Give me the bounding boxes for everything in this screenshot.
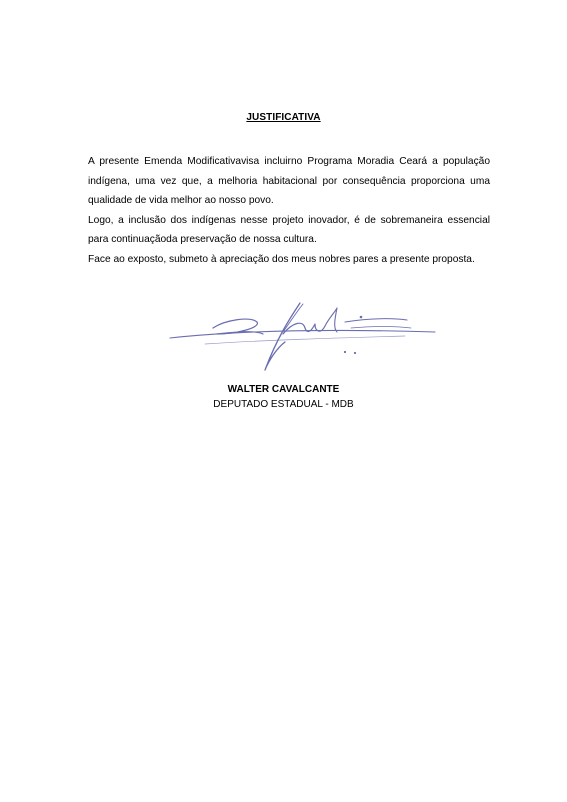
document-title: JUSTIFICATIVA (246, 112, 321, 123)
paragraph-2: Logo, a inclusão dos indígenas nesse projeto inovador, é de sobremaneira essencial para continuaçãoda preservação de nossa cultura. (88, 214, 490, 245)
paragraph-1: A presente Emenda Modificativavisa incluirno Programa Moradia Ceará a população indígena, uma vez que, a melhoria habitacional por consequência proporciona uma qualidade de vida melhor ao nosso povo. (88, 156, 490, 206)
document-body (88, 152, 490, 269)
signer-name: WALTER CAVALCANTE (227, 384, 340, 395)
paragraph-3: Face ao exposto, submeto à apreciação dos meus nobres pares a presente proposta. (88, 253, 475, 265)
handwritten-signature (165, 298, 440, 378)
signer-role: DEPUTADO ESTADUAL - MDB (213, 399, 354, 410)
signer-block (0, 382, 567, 412)
